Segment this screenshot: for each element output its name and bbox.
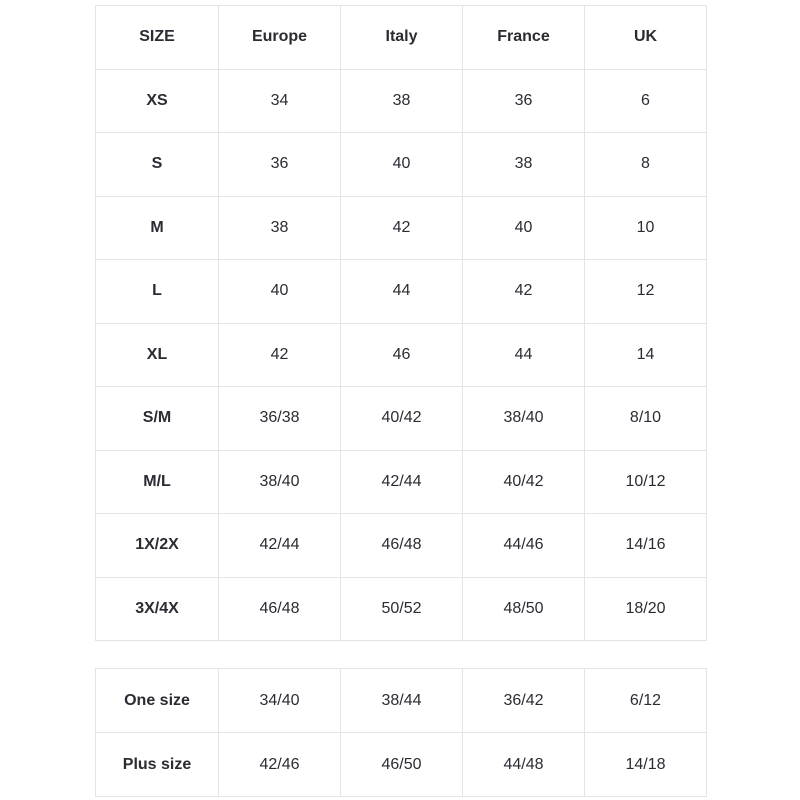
cell-uk: 6 <box>584 69 706 133</box>
cell-europe: 42/46 <box>219 733 341 797</box>
row-label: XL <box>96 323 219 387</box>
cell-europe: 46/48 <box>219 577 341 641</box>
row-label: S <box>96 133 219 197</box>
cell-france: 36 <box>463 69 585 133</box>
row-label: 3X/4X <box>96 577 219 641</box>
cell-france: 40/42 <box>463 450 585 514</box>
cell-uk: 14 <box>584 323 706 387</box>
table-row <box>96 133 707 197</box>
cell-europe: 36 <box>219 133 341 197</box>
column-header-uk: UK <box>584 6 706 70</box>
table-row <box>96 196 707 260</box>
cell-uk: 8 <box>584 133 706 197</box>
row-label: S/M <box>96 387 219 451</box>
cell-europe: 34 <box>219 69 341 133</box>
cell-italy: 38 <box>341 69 463 133</box>
table-row <box>96 733 707 797</box>
cell-italy: 42 <box>341 196 463 260</box>
table-row <box>96 669 707 733</box>
cell-europe: 34/40 <box>219 669 341 733</box>
cell-uk: 10 <box>584 196 706 260</box>
cell-uk: 14/18 <box>584 733 706 797</box>
cell-france: 44/46 <box>463 514 585 578</box>
cell-europe: 40 <box>219 260 341 324</box>
cell-france: 42 <box>463 260 585 324</box>
cell-italy: 40 <box>341 133 463 197</box>
cell-france: 36/42 <box>463 669 585 733</box>
one-size-conversion-table <box>95 668 707 797</box>
cell-europe: 38/40 <box>219 450 341 514</box>
column-header-europe: Europe <box>219 6 341 70</box>
table-row <box>96 387 707 451</box>
size-conversion-table <box>95 5 707 641</box>
cell-uk: 8/10 <box>584 387 706 451</box>
cell-italy: 38/44 <box>341 669 463 733</box>
cell-france: 40 <box>463 196 585 260</box>
cell-europe: 36/38 <box>219 387 341 451</box>
row-label: M/L <box>96 450 219 514</box>
cell-france: 44 <box>463 323 585 387</box>
cell-italy: 40/42 <box>341 387 463 451</box>
cell-europe: 42/44 <box>219 514 341 578</box>
column-header-size: SIZE <box>96 6 219 70</box>
table-row <box>96 514 707 578</box>
cell-uk: 10/12 <box>584 450 706 514</box>
cell-italy: 42/44 <box>341 450 463 514</box>
cell-france: 44/48 <box>463 733 585 797</box>
cell-europe: 38 <box>219 196 341 260</box>
cell-uk: 6/12 <box>584 669 706 733</box>
row-label: One size <box>96 669 219 733</box>
cell-france: 38/40 <box>463 387 585 451</box>
table-header-row <box>96 6 707 70</box>
table-row <box>96 577 707 641</box>
cell-italy: 46/50 <box>341 733 463 797</box>
table-row <box>96 260 707 324</box>
cell-france: 48/50 <box>463 577 585 641</box>
column-header-france: France <box>463 6 585 70</box>
column-header-italy: Italy <box>341 6 463 70</box>
cell-italy: 44 <box>341 260 463 324</box>
cell-italy: 50/52 <box>341 577 463 641</box>
cell-uk: 18/20 <box>584 577 706 641</box>
cell-uk: 12 <box>584 260 706 324</box>
table-row <box>96 450 707 514</box>
row-label: L <box>96 260 219 324</box>
table-row <box>96 323 707 387</box>
row-label: Plus size <box>96 733 219 797</box>
row-label: 1X/2X <box>96 514 219 578</box>
table-row <box>96 69 707 133</box>
row-label: XS <box>96 69 219 133</box>
cell-italy: 46/48 <box>341 514 463 578</box>
row-label: M <box>96 196 219 260</box>
cell-italy: 46 <box>341 323 463 387</box>
cell-europe: 42 <box>219 323 341 387</box>
cell-uk: 14/16 <box>584 514 706 578</box>
cell-france: 38 <box>463 133 585 197</box>
